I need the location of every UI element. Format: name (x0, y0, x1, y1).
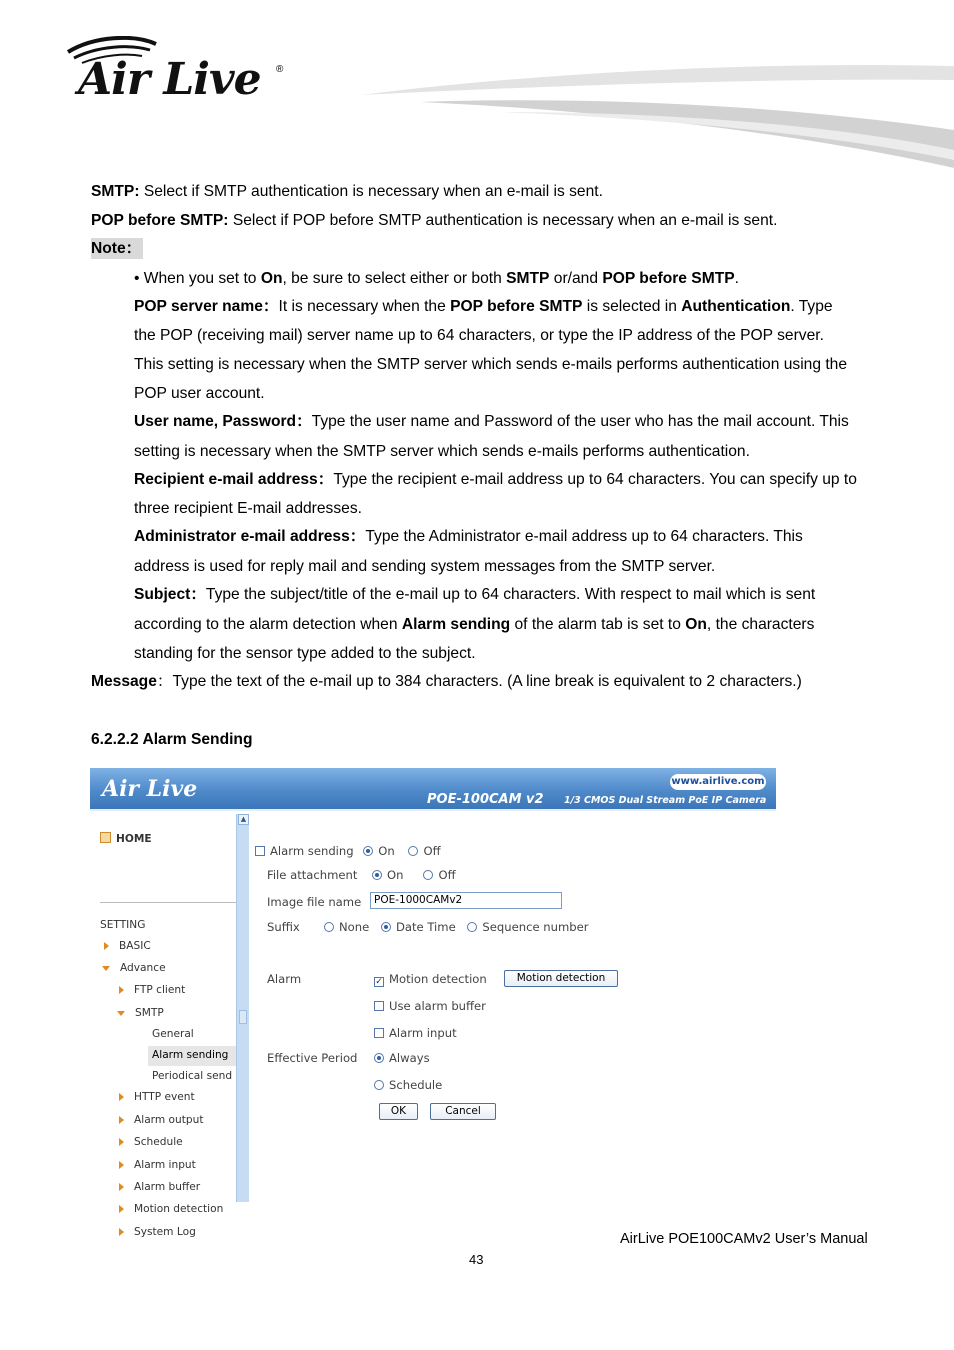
chevron-right-icon (119, 986, 124, 994)
motion-detection-button[interactable]: Motion detection (504, 970, 618, 987)
footer-manual-title: AirLive POE100CAMv2 User’s Manual (620, 1231, 868, 1247)
suffix-options: None Date Time Sequence number (324, 920, 589, 934)
scroll-grip[interactable] (239, 1010, 247, 1024)
effective-period-label: Effective Period (267, 1051, 358, 1065)
sidebar-item-http[interactable]: HTTP event (119, 1091, 195, 1103)
message-paragraph: Message：Type the text of the e-mail up to 384 characters. (A line break is equivalent to 2 characters.) (91, 673, 802, 690)
sidebar-item-periodical[interactable]: Periodical send (152, 1070, 233, 1082)
sidebar-item-motion[interactable]: Motion detection (119, 1203, 223, 1215)
user-line1: User name, Password：Type the user name and Password of the user who has the mail account. This (134, 413, 849, 430)
recip-line2: three recipient E-mail addresses. (134, 500, 362, 517)
smtp-paragraph: SMTP: Select if SMTP authentication is necessary when an e-mail is sent. (91, 183, 603, 200)
sidebar-item-alarm-output[interactable]: Alarm output (119, 1114, 203, 1126)
sidebar-item-schedule[interactable]: Schedule (119, 1136, 183, 1148)
file-attachment-label: File attachment (267, 868, 358, 882)
chevron-right-icon (104, 942, 109, 950)
use-alarm-buffer-checkbox[interactable] (374, 1001, 384, 1011)
subject-line3: standing for the sensor type added to the subject. (134, 645, 476, 662)
chevron-down-icon (117, 1011, 125, 1016)
banner-model: POE-100CAM v2 (427, 792, 544, 807)
subject-line2: according to the alarm detection when Alarm sending of the alarm tab is set to On, the characters (134, 616, 815, 633)
alarm-sending-form (252, 811, 776, 1202)
chevron-right-icon (119, 1161, 124, 1169)
alarm-input-row: Alarm input (374, 1026, 457, 1040)
sidebar-heading-setting: SETTING (100, 919, 146, 931)
ok-button[interactable]: OK (379, 1103, 418, 1120)
sidebar (90, 811, 236, 1238)
home-icon (100, 832, 111, 843)
alarm-sending-off-radio[interactable] (408, 846, 418, 856)
logo-registered: ® (276, 64, 284, 75)
schedule-row: Schedule (374, 1078, 442, 1092)
always-row: Always (374, 1051, 430, 1065)
sidebar-item-ftp[interactable]: FTP client (119, 984, 185, 996)
period-schedule-radio[interactable] (374, 1080, 384, 1090)
subject-line1: Subject：Type the subject/title of the e-mail up to 64 characters. With respect to mail which is sent (134, 586, 816, 603)
suffix-sequence-radio[interactable] (467, 922, 477, 932)
image-file-name-label: Image file name (267, 895, 362, 909)
pop-paragraph: POP before SMTP: Select if POP before SMTP authentication is necessary when an e-mail is sent. (91, 212, 778, 229)
cancel-button[interactable]: Cancel (430, 1103, 496, 1120)
user-line2: setting is necessary when the SMTP server which sends e-mails performs authentication. (134, 443, 750, 460)
popname-line2: the POP (receiving mail) server name up to 64 characters, or type the IP address of the POP server. (134, 327, 824, 344)
footer-page-number: 43 (469, 1252, 484, 1267)
chevron-right-icon (119, 1205, 124, 1213)
popname-line3: This setting is necessary when the SMTP server which sends e-mails performs authentication using the (134, 356, 848, 373)
suffix-datetime-radio[interactable] (381, 922, 391, 932)
recip-line1: Recipient e-mail address：Type the recipient e-mail address up to 64 characters. You can specify up to (134, 471, 857, 488)
chevron-right-icon (119, 1228, 124, 1236)
sidebar-item-syslog[interactable]: System Log (119, 1226, 196, 1238)
banner-desc: 1/3 CMOS Dual Stream PoE IP Camera (564, 795, 767, 806)
chevron-right-icon (119, 1183, 124, 1191)
sidebar-item-alarm-input[interactable]: Alarm input (119, 1159, 196, 1171)
alarm-label: Alarm (267, 972, 302, 986)
alarm-input-checkbox[interactable] (374, 1028, 384, 1038)
admin-line1: Administrator e-mail address：Type the Administrator e-mail address up to 64 characters. This (134, 528, 803, 545)
bullet-paragraph: • When you set to On, be sure to select either or both SMTP or/and POP before SMTP. (134, 270, 739, 287)
camera-ui-screenshot (90, 768, 776, 1238)
admin-line2: address is used for reply mail and sending system messages from the SMTP server. (134, 558, 716, 575)
chevron-down-icon (102, 966, 110, 971)
sidebar-item-basic[interactable]: BASIC (104, 940, 151, 952)
motion-detection-checkbox[interactable]: ✓ (375, 977, 383, 987)
motion-detection-row: ✓ Motion detection (375, 972, 487, 987)
use-alarm-buffer-row: Use alarm buffer (374, 999, 486, 1013)
alarm-sending-checkbox[interactable] (255, 846, 265, 856)
logo-text: Air Live (78, 54, 261, 105)
sidebar-item-home[interactable]: HOME (100, 832, 152, 845)
sidebar-item-advance[interactable]: Advance (102, 962, 166, 974)
file-attachment-on-radio[interactable] (372, 870, 382, 880)
sidebar-item-alarm-buffer[interactable]: Alarm buffer (119, 1181, 200, 1193)
suffix-none-radio[interactable] (324, 922, 334, 932)
popname-line1: POP server name：It is necessary when the POP before SMTP is selected in Authentication. Type (134, 298, 833, 315)
file-attachment-options: On Off (372, 868, 456, 882)
sidebar-separator (100, 902, 236, 903)
airlive-logo (60, 36, 290, 106)
scroll-up-icon[interactable]: ▲ (238, 814, 249, 825)
sidebar-item-general[interactable]: General (152, 1028, 194, 1040)
section-heading: 6.2.2.2 Alarm Sending (91, 731, 253, 748)
chevron-right-icon (119, 1138, 124, 1146)
sidebar-scrollbar[interactable] (236, 814, 249, 1202)
alarm-sending-row: Alarm sending On Off (255, 844, 441, 858)
chevron-right-icon (119, 1093, 124, 1101)
banner-url-link[interactable]: www.airlive.com (670, 774, 766, 790)
sidebar-item-alarm-sending[interactable]: Alarm sending (148, 1046, 236, 1066)
suffix-label: Suffix (267, 920, 300, 934)
sidebar-item-smtp[interactable]: SMTP (117, 1007, 164, 1019)
file-attachment-off-radio[interactable] (423, 870, 433, 880)
camera-banner (90, 768, 776, 811)
note-label: Note： (91, 240, 142, 257)
banner-logo: Air Live (102, 776, 198, 802)
chevron-right-icon (119, 1116, 124, 1124)
alarm-sending-on-radio[interactable] (363, 846, 373, 856)
period-always-radio[interactable] (374, 1053, 384, 1063)
popname-line4: POP user account. (134, 385, 265, 402)
image-file-name-input[interactable]: POE-1000CAMv2 (370, 892, 562, 909)
